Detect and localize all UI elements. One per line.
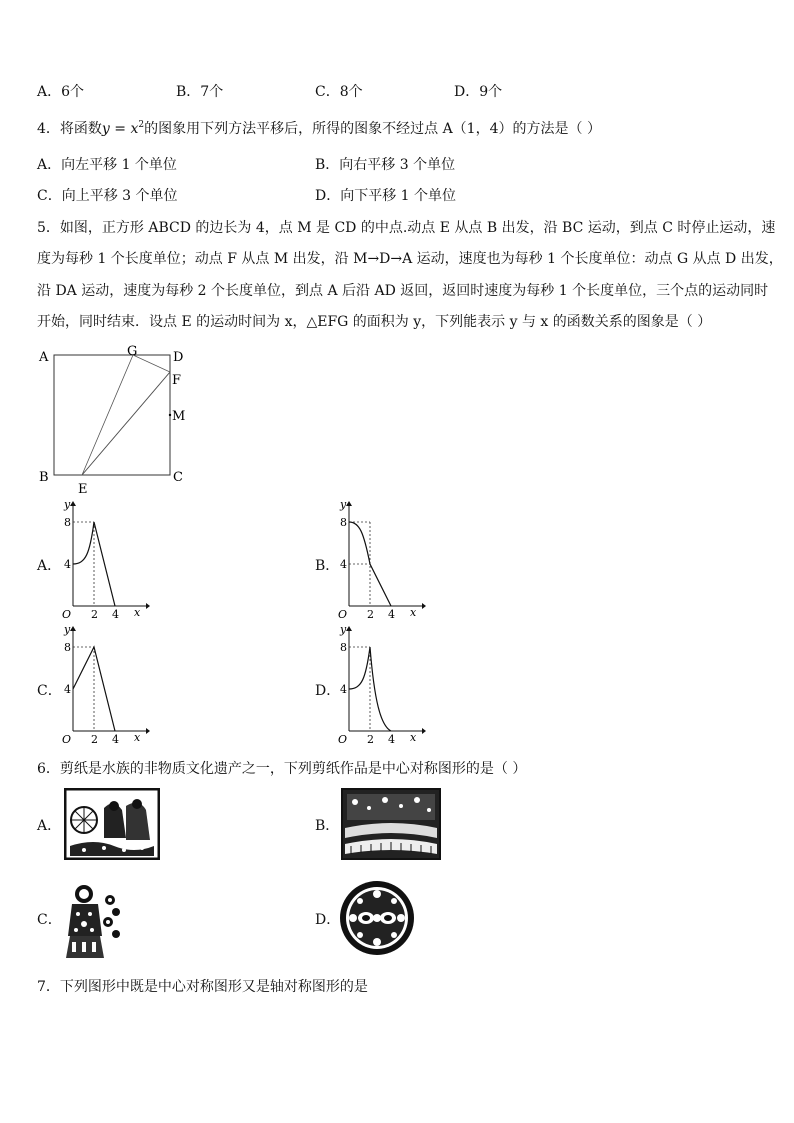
origin-label: O bbox=[338, 608, 348, 621]
q6-stem: 6．剪纸是水族的非物质文化遗产之一，下列剪纸作品是中心对称图形的是（ ） bbox=[37, 761, 527, 777]
q6-option-c: C． bbox=[37, 912, 62, 928]
label-c: C bbox=[173, 470, 183, 485]
y-axis-arrow bbox=[70, 626, 76, 631]
x-axis-label: x bbox=[410, 606, 417, 619]
y-axis-arrow bbox=[70, 501, 76, 506]
tick-y-4: 4 bbox=[340, 558, 347, 571]
x-axis-arrow bbox=[146, 603, 150, 609]
q5-option-a: A． bbox=[37, 558, 62, 574]
tick-x-2: 2 bbox=[91, 608, 98, 621]
label-m: M bbox=[172, 409, 186, 424]
q5-stem-line-3: 沿 DA 运动，速度为每秒 2 个长度单位，到点 A 后沿 AD 返回，返回时速度为每秒 1 个长度单位，三个点的运动同时 bbox=[37, 283, 769, 299]
tick-x-4: 4 bbox=[388, 608, 395, 621]
tick-y-8: 8 bbox=[340, 641, 347, 654]
label-g: G bbox=[127, 344, 138, 359]
q3-option-a: A．6个 bbox=[37, 84, 85, 100]
q3-option-c: C．8个 bbox=[315, 84, 363, 100]
x-axis-label: x bbox=[134, 731, 141, 744]
point-m bbox=[169, 414, 171, 416]
tick-x-2: 2 bbox=[91, 733, 98, 746]
q5-option-b: B． bbox=[315, 558, 340, 574]
graph-b bbox=[336, 498, 426, 622]
x-axis-arrow bbox=[422, 603, 426, 609]
papercut-b-image bbox=[341, 788, 441, 860]
origin-label: O bbox=[338, 733, 348, 746]
tick-x-4: 4 bbox=[112, 608, 119, 621]
origin-label: O bbox=[62, 608, 72, 621]
y-axis-arrow bbox=[346, 501, 352, 506]
tick-x-2: 2 bbox=[367, 608, 374, 621]
x-axis-label: x bbox=[134, 606, 141, 619]
papercut-c-image bbox=[62, 880, 124, 960]
q5-stem-line-1: 5．如图，正方形 ABCD 的边长为 4，点 M 是 CD 的中点.动点 E 从点 B 出发，沿 BC 运动，到点 C 时停止运动，速 bbox=[37, 220, 776, 236]
q3-option-b: B．7个 bbox=[176, 84, 224, 100]
triangle-efg bbox=[82, 355, 170, 475]
origin-label: O bbox=[62, 733, 72, 746]
tick-y-8: 8 bbox=[64, 516, 71, 529]
x-axis-arrow bbox=[422, 728, 426, 734]
y-axis-label: y bbox=[64, 498, 71, 511]
tick-x-4: 4 bbox=[388, 733, 395, 746]
graph-d bbox=[336, 623, 426, 747]
tick-x-4: 4 bbox=[112, 733, 119, 746]
y-axis-label: y bbox=[340, 498, 347, 511]
papercut-d-image bbox=[338, 878, 416, 958]
tick-y-8: 8 bbox=[340, 516, 347, 529]
x-axis-arrow bbox=[146, 728, 150, 734]
q5-option-c: C． bbox=[37, 683, 62, 699]
q5-stem-line-2: 度为每秒 1 个长度单位；动点 F 从点 M 出发，沿 M→D→A 运动，速度也为每秒 1 个长度单位：动点 G 从点 D 出发， bbox=[37, 251, 783, 267]
q4-stem: 4．将函数$y = x^2$的图象用下列方法平移后，所得的图象不经过点 A（1，4）的方法是（ ） bbox=[37, 120, 601, 137]
q6-option-a: A． bbox=[37, 818, 62, 834]
tick-y-4: 4 bbox=[64, 558, 71, 571]
q5-stem-line-4: 开始，同时结束．设点 E 的运动时间为 x，△EFG 的面积为 y，下列能表示 y 与 x 的函数关系的图象是（ ） bbox=[37, 314, 712, 330]
x-axis-label: x bbox=[410, 731, 417, 744]
q4-option-a: A．向左平移 1 个单位 bbox=[37, 157, 177, 173]
graph-a bbox=[60, 498, 150, 622]
segment-ef bbox=[82, 372, 170, 475]
q7-stem: 7．下列图形中既是中心对称图形又是轴对称图形的是 bbox=[37, 979, 368, 995]
label-f: F bbox=[172, 373, 182, 388]
label-b: B bbox=[39, 470, 49, 485]
q6-option-d: D． bbox=[315, 912, 341, 928]
q3-option-d: D．9个 bbox=[454, 84, 503, 100]
tick-y-8: 8 bbox=[64, 641, 71, 654]
q4-option-d: D．向下平移 1 个单位 bbox=[315, 188, 457, 204]
q6-option-b: B． bbox=[315, 818, 340, 834]
graph-c bbox=[60, 623, 150, 747]
y-axis-arrow bbox=[346, 626, 352, 631]
square-abcd bbox=[54, 355, 170, 475]
q5-option-d: D． bbox=[315, 683, 341, 699]
tick-x-2: 2 bbox=[367, 733, 374, 746]
q4-option-b: B．向右平移 3 个单位 bbox=[315, 157, 456, 173]
label-d: D bbox=[173, 350, 184, 365]
square-figure bbox=[36, 342, 196, 498]
label-e: E bbox=[78, 482, 88, 497]
papercut-a-image bbox=[64, 788, 160, 860]
y-axis-label: y bbox=[64, 623, 71, 636]
y-axis-label: y bbox=[340, 623, 347, 636]
q4-option-c: C．向上平移 3 个单位 bbox=[37, 188, 178, 204]
tick-y-4: 4 bbox=[64, 683, 71, 696]
label-a: A bbox=[39, 350, 49, 365]
tick-y-4: 4 bbox=[340, 683, 347, 696]
